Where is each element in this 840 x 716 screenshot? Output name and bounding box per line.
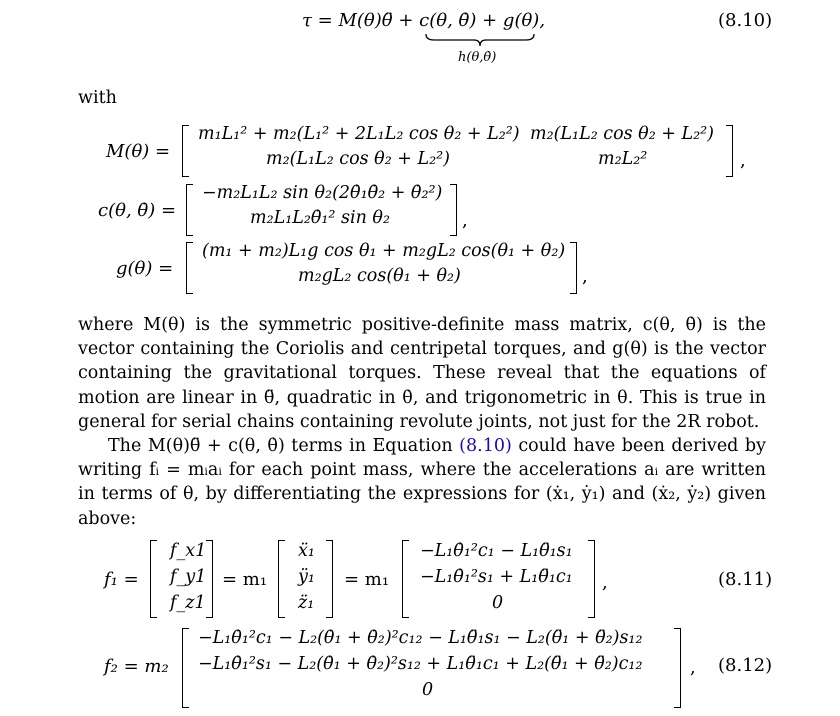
equation-number-8-12: (8.12) [718,655,773,676]
left-bracket [186,242,193,294]
rhs-811-0: −L₁θ̇₁²c₁ − L₁θ̈₁s₁ [420,541,573,561]
coriolis-lhs: c(θ, θ̇) = [98,200,177,221]
paragraph-2: The M(θ)θ̈ + c(θ, θ̇) terms in Equation (8.10) could have been derived by writing fᵢ = mᵢaᵢ for each point mass, where the accelerations aᵢ are written in terms of θ, by differentiating the expressions for (ẋ₁, ẏ₁) and (ẋ₂, ẏ₂) given above: [78,436,766,529]
eq-811-trail: , [602,572,608,593]
right-bracket [570,242,577,294]
f1-lhs: f₁ = [104,569,139,590]
eq-812-trail: , [690,657,696,678]
right-bracket [326,540,333,618]
gravity-r1: (m₁ + m₂)L₁g cos θ₁ + m₂gL₂ cos(θ₁ + θ₂) [202,241,566,261]
mass-matrix-r1c2: m₂(L₁L₂ cos θ₂ + L₂²) [530,124,714,144]
coriolis-r2: m₂L₁L₂θ̇₁² sin θ₂ [250,208,390,228]
f-vec-0: f_x1 [170,541,207,561]
f2-lhs: f₂ = m₂ [104,656,169,677]
equation-number-8-11: (8.11) [718,569,773,590]
rhs-812-0: −L₁θ̇₁²c₁ − L₂(θ̇₁ + θ̇₂)²c₁₂ − L₁θ̈₁s₁ − L₂(θ̈₁ + θ̈₂)s₁₂ [198,628,643,648]
right-bracket [674,628,681,708]
underbrace-icon [424,32,536,48]
equation-ref-link[interactable]: (8.10) [459,436,512,457]
body-text [78,313,766,531]
left-bracket [278,540,285,618]
mass-matrix-r2c1: m₂(L₁L₂ cos θ₂ + L₂²) [266,149,450,169]
acc-vec-0: ẍ₁ [298,541,315,561]
rhs-812-1: −L₁θ̇₁²s₁ − L₂(θ̇₁ + θ̇₂)²s₁₂ + L₁θ̈₁c₁ + L₂(θ̈₁ + θ̈₂)c₁₂ [198,654,643,674]
f-vec-1: f_y1 [170,567,207,587]
underbrace-label: h(θ,θ̇) [458,50,497,65]
left-bracket [150,540,157,618]
mass-matrix-lhs: M(θ) = [106,141,171,162]
paragraph-1: where M(θ) is the symmetric positive-definite mass matrix, c(θ, θ̇) is the vector containing the Coriolis and centripetal torques, and g(θ) is the vector containing the gravitational torques. These reveal that the equations of motion are linear in θ̈, quadratic in θ̇, and trigonometric in θ. This is true in general for serial chains containing revolute joints, not just for the 2R robot. [78,315,766,432]
coriolis-trail: , [462,210,468,231]
equation-number-8-10: (8.10) [718,10,773,31]
f-vec-2: f_z1 [170,593,206,613]
mass-matrix-r2c2: m₂L₂² [598,149,648,169]
gravity-r2: m₂gL₂ cos(θ₁ + θ₂) [298,266,461,286]
left-bracket [182,628,189,708]
mass-matrix-r1c1: m₁L₁² + m₂(L₁² + 2L₁L₂ cos θ₂ + L₂²) [198,124,520,144]
gravity-trail: , [582,266,588,287]
rhs-812-2: 0 [422,680,434,700]
eq-m1b: = m₁ [344,569,390,590]
gravity-lhs: g(θ) = [116,258,174,279]
left-bracket [402,540,409,618]
equation-8-10: τ = M(θ)θ̈ + c(θ, θ̇) + g(θ), [302,10,546,31]
coriolis-r1: −m₂L₁L₂ sin θ₂(2θ̇₁θ̇₂ + θ̇₂²) [202,183,443,203]
right-bracket [450,184,457,236]
mass-matrix-trail: , [740,150,746,171]
rhs-811-1: −L₁θ̇₁²s₁ + L₁θ̈₁c₁ [420,567,573,587]
eq-m1: = m₁ [222,569,268,590]
with-label: with [78,88,117,108]
left-bracket [182,125,189,177]
acc-vec-2: z̈₁ [298,593,315,613]
left-bracket [186,184,193,236]
right-bracket [588,540,595,618]
rhs-811-2: 0 [492,593,504,613]
acc-vec-1: ÿ₁ [298,567,315,587]
right-bracket [726,125,733,177]
right-bracket [206,540,213,618]
